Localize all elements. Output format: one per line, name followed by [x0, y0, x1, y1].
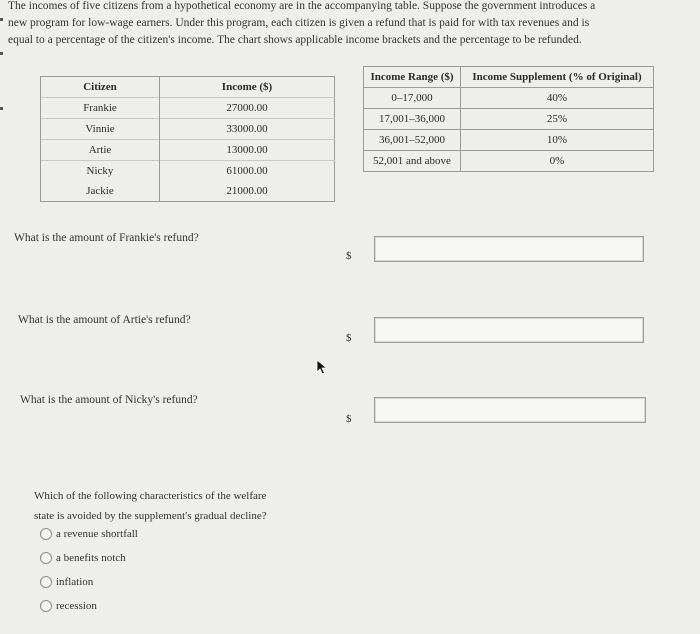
table-row	[41, 181, 335, 202]
citizen-name: Nicky	[41, 161, 160, 182]
radio-button[interactable]	[40, 576, 52, 588]
citizen-income: 27000.00	[160, 98, 335, 119]
table-row	[41, 119, 335, 140]
question-artie-refund: What is the amount of Artie's refund?	[18, 314, 191, 326]
income-range: 17,001–36,000	[364, 109, 461, 130]
citizen-income: 13000.00	[160, 140, 335, 161]
table-row	[364, 130, 654, 151]
table-row	[41, 140, 335, 161]
option-recession[interactable]	[40, 600, 97, 612]
frankie-refund-input-box	[374, 236, 644, 262]
income-range: 36,001–52,000	[364, 130, 461, 151]
citizen-name: Artie	[41, 140, 160, 161]
supplement-percent: 25%	[461, 109, 654, 130]
currency-symbol: $	[346, 250, 352, 262]
table-row	[41, 161, 335, 182]
nicky-refund-input-box	[374, 397, 646, 423]
citizen-name: Frankie	[41, 98, 160, 119]
question-nicky-refund: What is the amount of Nicky's refund?	[20, 394, 198, 406]
mc-question-line: Which of the following characteristics of the welfare	[34, 490, 267, 502]
income-range: 0–17,000	[364, 88, 461, 109]
option-label: recession	[56, 600, 97, 612]
citizen-name: Vinnie	[41, 119, 160, 140]
intro-line: equal to a percentage of the citizen's income. The chart shows applicable income brackets and the percentage to be refunded.	[8, 34, 582, 46]
nicky-refund-input[interactable]	[375, 398, 645, 422]
table-row	[364, 109, 654, 130]
option-revenue-shortfall[interactable]	[40, 528, 138, 540]
option-label: a benefits notch	[56, 552, 126, 564]
income-range: 52,001 and above	[364, 151, 461, 172]
radio-button[interactable]	[40, 600, 52, 612]
intro-line: new program for low-wage earners. Under this program, each citizen is given a refund that is paid for with tax revenues and is	[8, 17, 590, 29]
supplement-percent: 40%	[461, 88, 654, 109]
edge-mark	[0, 107, 3, 110]
mouse-cursor-icon	[316, 359, 328, 375]
frankie-refund-input[interactable]	[375, 237, 643, 261]
artie-refund-input-box	[374, 317, 644, 343]
question-frankie-refund: What is the amount of Frankie's refund?	[14, 232, 199, 244]
citizen-income: 61000.00	[160, 161, 335, 182]
mc-question	[34, 486, 324, 526]
edge-mark	[0, 18, 3, 21]
mc-question-line: state is avoided by the supplement's gradual decline?	[34, 510, 267, 522]
option-inflation[interactable]	[40, 576, 93, 588]
citizen-income: 33000.00	[160, 119, 335, 140]
citizen-income-table	[40, 76, 335, 202]
income-range-table	[363, 66, 654, 172]
option-label: a revenue shortfall	[56, 528, 138, 540]
intro-line: The incomes of five citizens from a hypothetical economy are in the accompanying table. Suppose the government introduces a	[8, 0, 596, 12]
column-header: Income Supplement (% of Original)	[461, 67, 654, 88]
citizen-income: 21000.00	[160, 181, 335, 202]
artie-refund-input[interactable]	[375, 318, 643, 342]
citizen-name: Jackie	[41, 181, 160, 202]
column-header: Income ($)	[160, 77, 335, 98]
option-benefits-notch[interactable]	[40, 552, 126, 564]
table-row	[41, 98, 335, 119]
option-label: inflation	[56, 576, 94, 588]
currency-symbol: $	[346, 413, 352, 425]
radio-button[interactable]	[40, 552, 52, 564]
table-row	[364, 88, 654, 109]
radio-button[interactable]	[40, 528, 52, 540]
supplement-percent: 0%	[461, 151, 654, 172]
column-header: Income Range ($)	[364, 67, 461, 88]
supplement-percent: 10%	[461, 130, 654, 151]
intro-text	[8, 0, 698, 49]
currency-symbol: $	[346, 332, 352, 344]
column-header: Citizen	[41, 77, 160, 98]
edge-mark	[0, 52, 3, 55]
table-row	[364, 151, 654, 172]
